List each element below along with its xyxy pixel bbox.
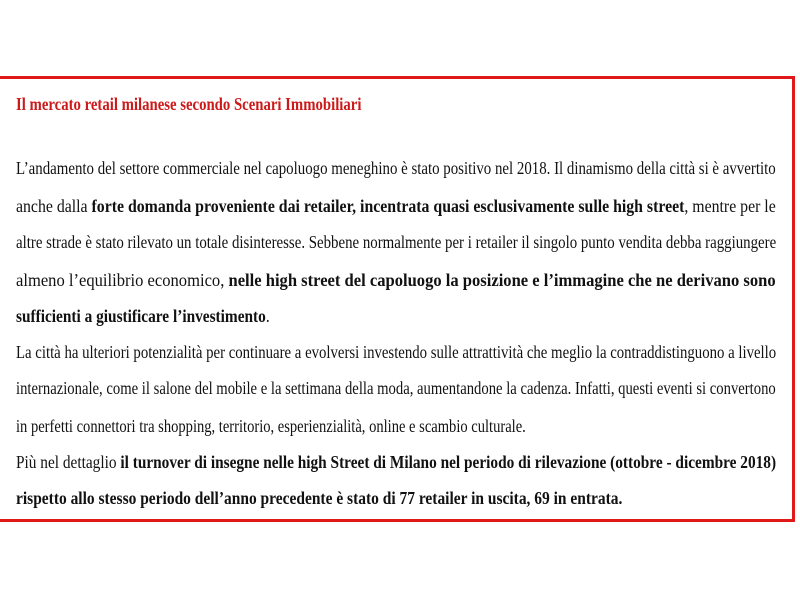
text-segment: anche dalla xyxy=(16,196,92,216)
bold-text-segment: sufficienti a giustificare l’investimento xyxy=(16,306,266,326)
document-title: Il mercato retail milanese secondo Scenari Immobiliari xyxy=(16,94,362,114)
text-segment: almeno l’equilibrio economico, xyxy=(16,270,229,290)
text-line xyxy=(16,232,776,253)
text-segment: altre strade è stato rilevato un totale disinteresse. Sebbene normalmente per i retailer il singolo punto vendita debba raggiungere xyxy=(16,232,777,252)
text-line xyxy=(16,196,776,217)
text-line xyxy=(16,378,776,399)
text-line xyxy=(16,306,270,327)
text-segment: , mentre per le xyxy=(684,196,776,216)
text-segment: internazionale, come il salone del mobile e la settimana della moda, aumentandone la cadenza. Infatti, questi eventi si convertono xyxy=(16,378,776,398)
bold-text-segment: forte domanda proveniente dai retailer, incentrata quasi esclusivamente sulle high street xyxy=(91,196,685,216)
text-segment: Più nel dettaglio xyxy=(16,452,121,472)
text-segment: L’andamento del settore commerciale nel capoluogo meneghino è stato positivo nel 2018. Il dinamismo della città si è avvertito xyxy=(16,158,776,178)
text-segment: . xyxy=(265,306,270,326)
text-line xyxy=(16,452,776,473)
text-line xyxy=(16,488,622,509)
bold-text-segment: rispetto allo stesso periodo dell’anno precedente è stato di 77 retailer in uscita, 69 in entrata. xyxy=(16,488,623,508)
bold-text-segment: nelle high street del capoluogo la posizione e l’immagine che ne derivano sono xyxy=(228,270,776,290)
text-line xyxy=(16,342,776,363)
text-segment: in perfetti connettori tra shopping, territorio, esperienzialità, online e scambio culturale. xyxy=(16,416,526,436)
text-segment: La città ha ulteriori potenzialità per continuare a evolversi investendo sulle attrattività che meglio la contraddistinguono a livello xyxy=(16,342,777,362)
bold-text-segment: il turnover di insegne nelle high Street di Milano nel periodo di rilevazione (ottobre - dicembre 2018) xyxy=(120,452,777,472)
text-line xyxy=(16,158,776,179)
text-line xyxy=(16,270,776,291)
text-line xyxy=(16,416,526,437)
